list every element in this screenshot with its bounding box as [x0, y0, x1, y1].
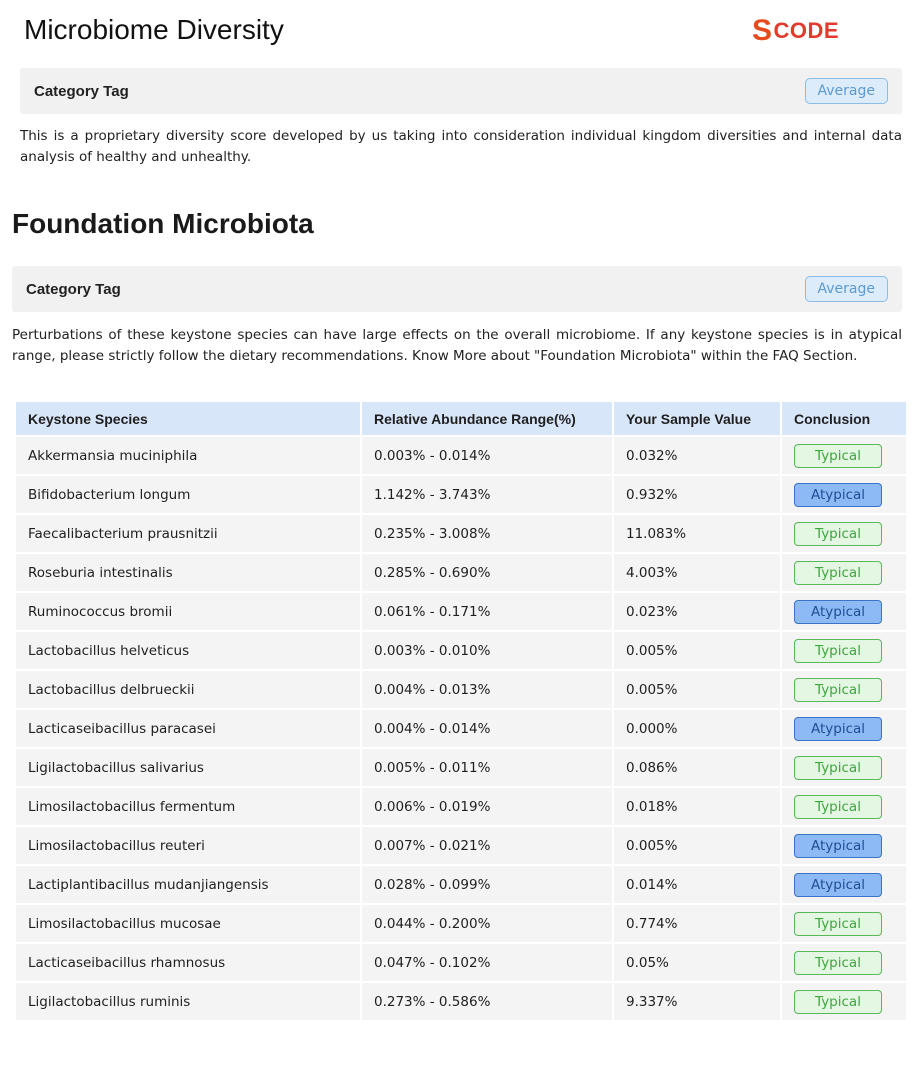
conclusion-badge: Atypical	[794, 717, 882, 741]
conclusion-cell	[782, 515, 906, 552]
conclusion-cell	[782, 476, 906, 513]
conclusion-cell	[782, 788, 906, 825]
species-cell: Limosilactobacillus reuteri	[16, 827, 360, 864]
range-cell: 0.007% - 0.021%	[362, 827, 612, 864]
sample-value-cell: 0.005%	[614, 671, 780, 708]
table-row	[16, 866, 906, 903]
diversity-category-bar	[20, 68, 902, 114]
conclusion-badge: Atypical	[794, 873, 882, 897]
species-cell: Ligilactobacillus ruminis	[16, 983, 360, 1020]
conclusion-cell	[782, 827, 906, 864]
range-cell: 0.004% - 0.014%	[362, 710, 612, 747]
logo-text: CODE	[773, 18, 840, 43]
conclusion-cell	[782, 554, 906, 591]
range-cell: 0.047% - 0.102%	[362, 944, 612, 981]
table-header-row	[16, 402, 906, 435]
conclusion-cell	[782, 632, 906, 669]
header-sample-value: Your Sample Value	[614, 402, 780, 435]
conclusion-badge: Typical	[794, 522, 882, 546]
conclusion-cell	[782, 905, 906, 942]
table-row	[16, 437, 906, 474]
range-cell: 0.044% - 0.200%	[362, 905, 612, 942]
table-row	[16, 593, 906, 630]
range-cell: 0.004% - 0.013%	[362, 671, 612, 708]
species-cell: Ligilactobacillus salivarius	[16, 749, 360, 786]
conclusion-badge: Typical	[794, 795, 882, 819]
conclusion-cell	[782, 671, 906, 708]
species-cell: Ruminococcus bromii	[16, 593, 360, 630]
sample-value-cell: 0.05%	[614, 944, 780, 981]
species-cell: Lactiplantibacillus mudanjiangensis	[16, 866, 360, 903]
table-row	[16, 710, 906, 747]
conclusion-badge: Typical	[794, 912, 882, 936]
conclusion-cell	[782, 866, 906, 903]
table-row	[16, 632, 906, 669]
species-cell: Faecalibacterium prausnitzii	[16, 515, 360, 552]
range-cell: 0.273% - 0.586%	[362, 983, 612, 1020]
conclusion-badge: Typical	[794, 951, 882, 975]
species-cell: Lacticaseibacillus rhamnosus	[16, 944, 360, 981]
species-cell: Lactobacillus delbrueckii	[16, 671, 360, 708]
range-cell: 0.285% - 0.690%	[362, 554, 612, 591]
diversity-category-label: Category Tag	[34, 82, 129, 100]
sample-value-cell: 0.932%	[614, 476, 780, 513]
section-title: Foundation Microbiota	[12, 208, 314, 239]
conclusion-badge: Atypical	[794, 600, 882, 624]
header-species: Keystone Species	[16, 402, 360, 435]
table-row	[16, 827, 906, 864]
conclusion-cell	[782, 983, 906, 1020]
conclusion-badge: Typical	[794, 678, 882, 702]
conclusion-cell	[782, 749, 906, 786]
table-row	[16, 905, 906, 942]
species-cell: Roseburia intestinalis	[16, 554, 360, 591]
range-cell: 0.028% - 0.099%	[362, 866, 612, 903]
range-cell: 1.142% - 3.743%	[362, 476, 612, 513]
conclusion-cell	[782, 944, 906, 981]
conclusion-cell	[782, 593, 906, 630]
species-cell: Limosilactobacillus mucosae	[16, 905, 360, 942]
sample-value-cell: 0.023%	[614, 593, 780, 630]
sample-value-cell: 0.005%	[614, 827, 780, 864]
foundation-category-badge: Average	[805, 276, 889, 302]
conclusion-badge: Typical	[794, 561, 882, 585]
page-title: Microbiome Diversity	[24, 14, 284, 45]
sample-value-cell: 11.083%	[614, 515, 780, 552]
sample-value-cell: 4.003%	[614, 554, 780, 591]
conclusion-badge: Atypical	[794, 483, 882, 507]
sample-value-cell: 0.086%	[614, 749, 780, 786]
table-row	[16, 749, 906, 786]
diversity-description: This is a proprietary diversity score developed by us taking into consideration individual kingdom diversities and internal data analysis of healthy and unhealthy.	[20, 128, 902, 165]
table-row	[16, 554, 906, 591]
table-row	[16, 944, 906, 981]
sample-value-cell: 9.337%	[614, 983, 780, 1020]
species-cell: Lacticaseibacillus paracasei	[16, 710, 360, 747]
sample-value-cell: 0.774%	[614, 905, 780, 942]
table-body	[16, 437, 906, 1020]
sample-value-cell: 0.032%	[614, 437, 780, 474]
header-range: Relative Abundance Range(%)	[362, 402, 612, 435]
species-cell: Limosilactobacillus fermentum	[16, 788, 360, 825]
foundation-category-label: Category Tag	[26, 280, 121, 298]
sample-value-cell: 0.014%	[614, 866, 780, 903]
foundation-category-bar	[12, 266, 902, 312]
conclusion-badge: Typical	[794, 639, 882, 663]
table-row	[16, 671, 906, 708]
species-cell: Bifidobacterium longum	[16, 476, 360, 513]
sample-value-cell: 0.005%	[614, 632, 780, 669]
range-cell: 0.003% - 0.014%	[362, 437, 612, 474]
conclusion-badge: Atypical	[794, 834, 882, 858]
foundation-description: Perturbations of these keystone species can have large effects on the overall microbiome. If any keystone species is in atypical range, please strictly follow the dietary recommendations. Know More about "Foundation Microbiota" within the FAQ Section.	[12, 327, 902, 364]
species-cell: Akkermansia muciniphila	[16, 437, 360, 474]
diversity-category-badge: Average	[805, 78, 889, 104]
range-cell: 0.006% - 0.019%	[362, 788, 612, 825]
conclusion-badge: Typical	[794, 756, 882, 780]
header-conclusion: Conclusion	[782, 402, 906, 435]
range-cell: 0.005% - 0.011%	[362, 749, 612, 786]
conclusion-cell	[782, 710, 906, 747]
keystone-species-table	[14, 400, 908, 1022]
range-cell: 0.061% - 0.171%	[362, 593, 612, 630]
logo-letter: S	[752, 14, 773, 47]
table-row	[16, 983, 906, 1020]
conclusion-cell	[782, 437, 906, 474]
table-row	[16, 515, 906, 552]
brand-logo	[752, 14, 839, 48]
conclusion-badge: Typical	[794, 444, 882, 468]
table-row	[16, 788, 906, 825]
range-cell: 0.235% - 3.008%	[362, 515, 612, 552]
conclusion-badge: Typical	[794, 990, 882, 1014]
sample-value-cell: 0.018%	[614, 788, 780, 825]
table-row	[16, 476, 906, 513]
sample-value-cell: 0.000%	[614, 710, 780, 747]
range-cell: 0.003% - 0.010%	[362, 632, 612, 669]
species-cell: Lactobacillus helveticus	[16, 632, 360, 669]
